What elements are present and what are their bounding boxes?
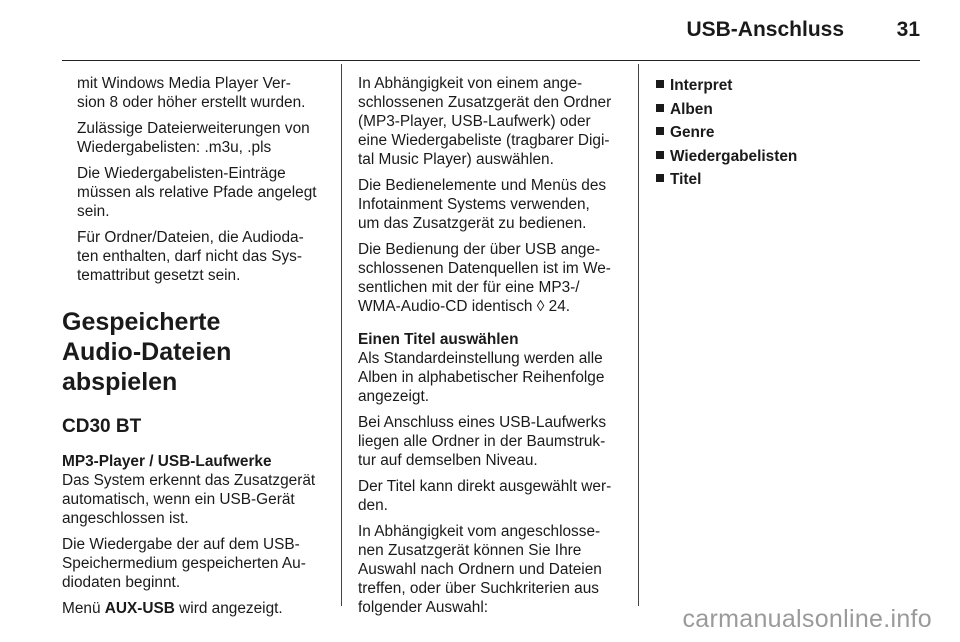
intro-paragraph-4: Für Ordner/Dateien, die Audioda- ten enthalten, darf nicht das Sys- temattribut gesetzt sein. [77, 229, 304, 284]
page-number: 31 [896, 18, 920, 41]
menu-name: AUX-USB [104, 600, 175, 617]
watermark: carmanualsonline.info [682, 605, 932, 633]
search-criteria-list [656, 74, 916, 192]
page-title: USB-Anschluss [686, 18, 844, 41]
col2-body-paragraph-3: Der Titel kann direkt ausgewählt wer- den. [358, 478, 612, 514]
mp3-section-title: MP3-Player / USB-Laufwerke [62, 453, 272, 470]
subsection-heading: CD30 BT [62, 416, 142, 437]
col2-paragraph-3 [358, 240, 628, 316]
col2-paragraph-3-text: Die Bedienung der über USB ange- schlossenen Datenquellen ist im We- sentlichen mit der für eine MP3-/ WMA-Audio-CD identisch [358, 241, 611, 315]
list-item: Alben [656, 98, 916, 122]
bullet-square-icon [656, 104, 664, 112]
bullet-square-icon [656, 174, 664, 182]
col2-paragraph-1: In Abhängigkeit von einem ange- schlossenen Zusatzgerät den Ordner (MP3-Player, USB-Laufwerk) oder eine Wiedergabeliste (tragbarer Digi- tal Music Player) auswählen. [358, 75, 612, 168]
list-item: Titel [656, 168, 916, 192]
col2-paragraph-2: Die Bedienelemente und Menüs des Infotainment Systems verwenden, um das Zusatzgerät zu bedienen. [358, 177, 607, 232]
list-item: Wiedergabelisten [656, 145, 916, 169]
col2-body-paragraph-1: Als Standardeinstellung werden alle Alben in alphabetischer Reihenfolge angezeigt. [358, 350, 605, 405]
bullet-square-icon [656, 127, 664, 135]
list-item: Genre [656, 121, 916, 145]
header-rule [62, 60, 920, 61]
menu-paragraph [62, 599, 330, 618]
column-divider-1 [341, 64, 342, 606]
col2-body-paragraph-2: Bei Anschluss eines USB-Laufwerks liegen alle Ordner in der Baumstruk- tur auf demselben Niveau. [358, 414, 607, 469]
intro-paragraph-1: mit Windows Media Player Ver- sion 8 oder höher erstellt wurden. [77, 75, 306, 111]
col2-body-paragraph-4: In Abhängigkeit vom angeschlosse- nen Zusatzgerät können Sie Ihre Auswahl nach Ordnern und Dateien treffen, oder über Suchkriterien aus folgender Auswahl: [358, 523, 602, 616]
column-3 [656, 74, 916, 192]
body-paragraph-1: Das System erkennt das Zusatzgerät automatisch, wenn ein USB-Gerät angeschlossen ist. [62, 472, 316, 527]
page-reference-icon: ◊ [536, 298, 545, 315]
list-item: Interpret [656, 74, 916, 98]
column-1 [62, 74, 330, 625]
menu-suffix: wird angezeigt. [174, 600, 283, 617]
body-paragraph-2: Die Wiedergabe der auf dem USB- Speichermedium gespeicherten Au- diodaten beginnt. [62, 536, 306, 591]
column-divider-2 [638, 64, 639, 606]
page-header [62, 14, 920, 48]
bullet-square-icon [656, 80, 664, 88]
menu-prefix: Menü [62, 600, 105, 617]
page-reference-number: 24. [544, 298, 571, 315]
bullet-square-icon [656, 151, 664, 159]
intro-paragraph-2: Zulässige Dateierweiterungen von Wiedergabelisten: .m3u, .pls [77, 120, 310, 156]
column-2 [358, 74, 628, 624]
section-heading: Gespeicherte Audio-Dateien abspielen [62, 308, 232, 396]
select-title-heading: Einen Titel auswählen [358, 331, 519, 348]
intro-paragraph-3: Die Wiedergabelisten-Einträge müssen als relative Pfade angelegt sein. [77, 165, 317, 220]
